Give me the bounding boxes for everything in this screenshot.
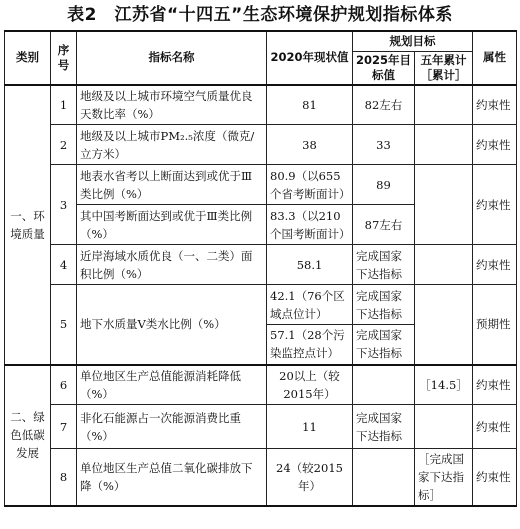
five-year (415, 245, 473, 285)
header-name: 指标名称 (77, 31, 267, 85)
table-row (5, 365, 517, 405)
target-2025 (353, 365, 415, 405)
value-2020: 57.1（28个污染监控点计） (267, 325, 353, 365)
attribute: 约束性 (473, 85, 517, 125)
table-row (5, 285, 517, 325)
five-year (415, 125, 473, 165)
value-2020: 83.3（以210个国考断面计） (267, 205, 353, 245)
table-row (5, 85, 517, 125)
table-row (5, 165, 517, 205)
row-index: 2 (51, 125, 77, 165)
target-2025: 87左右 (353, 205, 415, 245)
attribute: 约束性 (473, 365, 517, 405)
indicator-name: 地下水质量Ⅴ类水比例（%） (77, 285, 267, 365)
row-index: 6 (51, 365, 77, 405)
indicator-name: 其中国考断面达到或优于Ⅲ类比例（%） (77, 205, 267, 245)
indicator-name: 非化石能源占一次能源消费比重（%） (77, 405, 267, 449)
indicator-table (4, 30, 517, 507)
target-2025: 89 (353, 165, 415, 205)
value-2020: 11 (267, 405, 353, 449)
target-2025 (353, 449, 415, 507)
header-target-2025: 2025年目标值 (353, 51, 415, 85)
category-env: 一、环境质量 (5, 85, 51, 365)
value-2020: 38 (267, 125, 353, 165)
five-year (415, 85, 473, 125)
header-target-group: 规划目标 (353, 31, 473, 51)
row-index: 7 (51, 405, 77, 449)
five-year (415, 165, 473, 245)
table-row (5, 405, 517, 449)
row-index: 5 (51, 285, 77, 365)
attribute: 约束性 (473, 125, 517, 165)
target-2025: 完成国家下达指标 (353, 285, 415, 325)
category-green: 二、绿色低碳发展 (5, 365, 51, 507)
header-attribute: 属性 (473, 31, 517, 85)
five-year: ［14.5］ (415, 365, 473, 405)
attribute: 约束性 (473, 165, 517, 245)
indicator-name: 单位地区生产总值二氧化碳排放下降（%） (77, 449, 267, 507)
header-five-year: 五年累计［累计］ (415, 51, 473, 85)
indicator-name: 地级及以上城市PM₂.₅浓度（微克/立方米） (77, 125, 267, 165)
table-row (5, 125, 517, 165)
header-value-2020: 2020年现状值 (267, 31, 353, 85)
attribute: 预期性 (473, 285, 517, 365)
row-index: 1 (51, 85, 77, 125)
value-2020: 81 (267, 85, 353, 125)
five-year (415, 405, 473, 449)
target-2025: 33 (353, 125, 415, 165)
attribute: 约束性 (473, 405, 517, 449)
target-2025: 完成国家下达指标 (353, 245, 415, 285)
row-index: 3 (51, 165, 77, 245)
target-2025: 82左右 (353, 85, 415, 125)
target-2025: 完成国家下达指标 (353, 405, 415, 449)
indicator-name: 单位地区生产总值能源消耗降低（%） (77, 365, 267, 405)
value-2020: 24（较2015年） (267, 449, 353, 507)
value-2020: 80.9（以655个省考断面计） (267, 165, 353, 205)
value-2020: 42.1（76个区域点位计） (267, 285, 353, 325)
five-year: ［完成国家下达指标］ (415, 449, 473, 507)
target-2025: 完成国家下达指标 (353, 325, 415, 365)
attribute: 约束性 (473, 449, 517, 507)
row-index: 8 (51, 449, 77, 507)
value-2020: 20以上（较2015年） (267, 365, 353, 405)
attribute: 约束性 (473, 245, 517, 285)
indicator-name: 地级及以上城市环境空气质量优良天数比率（%） (77, 85, 267, 125)
indicator-name: 近岸海域水质优良（一、二类）面积比例（%） (77, 245, 267, 285)
indicator-name: 地表水省考以上断面达到或优于Ⅲ类比例（%） (77, 165, 267, 205)
table-row (5, 449, 517, 507)
table-row (5, 245, 517, 285)
header-index: 序号 (51, 31, 77, 85)
five-year (415, 285, 473, 365)
table-title: 表2 江苏省“十四五”生态环境保护规划指标体系 (67, 5, 453, 25)
value-2020: 58.1 (267, 245, 353, 285)
header-category: 类别 (5, 31, 51, 85)
row-index: 4 (51, 245, 77, 285)
